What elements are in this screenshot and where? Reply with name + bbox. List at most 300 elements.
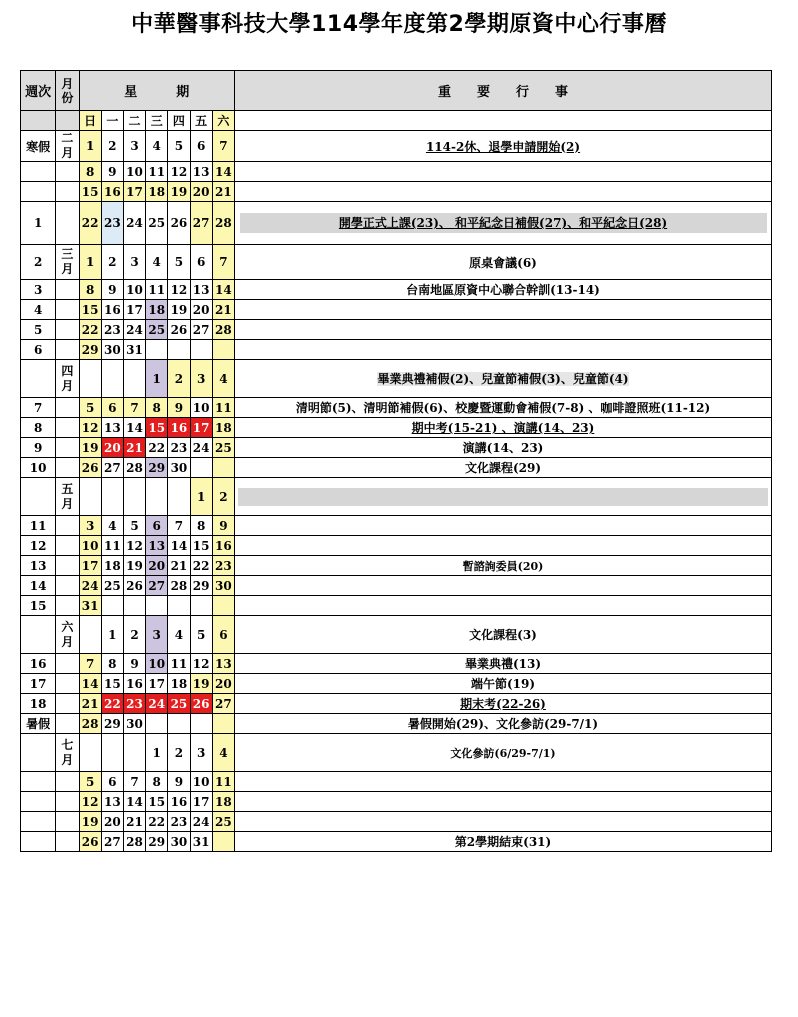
day-cell: 14	[212, 280, 234, 300]
day-cell: 5	[168, 245, 190, 280]
day-cell	[190, 340, 212, 360]
day-cell	[123, 478, 145, 516]
month-label	[56, 616, 79, 654]
day-cell	[168, 478, 190, 516]
month-char: 月	[61, 378, 74, 393]
event-highlight	[238, 488, 768, 506]
day-cell: 17	[190, 418, 212, 438]
day-cell: 12	[79, 792, 101, 812]
month-char: 七	[61, 737, 74, 752]
month-label	[56, 516, 79, 536]
week-row	[21, 812, 772, 832]
day-cell: 23	[168, 438, 190, 458]
day-cell: 7	[123, 772, 145, 792]
day-cell	[79, 360, 101, 398]
day-cell: 10	[190, 398, 212, 418]
day-cell: 21	[79, 694, 101, 714]
day-cell: 23	[101, 202, 123, 245]
month-label	[56, 556, 79, 576]
day-cell: 27	[190, 320, 212, 340]
day-cell: 3	[190, 360, 212, 398]
week-number: 13	[21, 556, 56, 576]
day-cell	[79, 616, 101, 654]
header-weekday: 星 期	[79, 71, 234, 111]
day-cell	[212, 832, 234, 852]
week-row	[21, 438, 772, 458]
week-number: 17	[21, 674, 56, 694]
day-cell: 19	[79, 812, 101, 832]
day-cell: 11	[101, 536, 123, 556]
day-cell: 5	[168, 131, 190, 162]
day-cell: 5	[190, 616, 212, 654]
day-cell: 16	[168, 792, 190, 812]
day-cell: 2	[212, 478, 234, 516]
day-cell: 28	[79, 714, 101, 734]
day-cell: 27	[101, 458, 123, 478]
event-cell	[235, 300, 772, 320]
week-number	[21, 162, 56, 182]
week-row	[21, 418, 772, 438]
day-cell: 18	[146, 182, 168, 202]
month-char: 二	[61, 131, 74, 145]
event-text: 文化課程(3)	[469, 628, 537, 642]
week-row	[21, 714, 772, 734]
day-cell: 14	[123, 418, 145, 438]
day-cell: 5	[79, 772, 101, 792]
day-cell	[146, 340, 168, 360]
day-cell: 13	[190, 162, 212, 182]
day-cell: 8	[146, 398, 168, 418]
day-cell: 6	[146, 516, 168, 536]
week-row	[21, 182, 772, 202]
day-cell	[101, 596, 123, 616]
month-char: 四	[61, 363, 74, 378]
week-number: 8	[21, 418, 56, 438]
day-cell: 5	[79, 398, 101, 418]
day-cell: 11	[146, 162, 168, 182]
day-cell	[79, 478, 101, 516]
week-row	[21, 576, 772, 596]
day-cell: 30	[168, 458, 190, 478]
day-cell: 26	[79, 458, 101, 478]
day-cell: 16	[212, 536, 234, 556]
month-label	[56, 162, 79, 182]
day-cell: 10	[79, 536, 101, 556]
week-number: 11	[21, 516, 56, 536]
day-cell: 14	[79, 674, 101, 694]
week-row	[21, 556, 772, 576]
month-label	[56, 245, 79, 280]
day-cell: 15	[190, 536, 212, 556]
week-number	[21, 478, 56, 516]
day-cell: 30	[168, 832, 190, 852]
day-cell: 9	[168, 772, 190, 792]
day-cell: 22	[146, 812, 168, 832]
week-number: 7	[21, 398, 56, 418]
event-cell	[235, 772, 772, 792]
weekday-row-events	[235, 111, 772, 131]
day-cell: 25	[146, 202, 168, 245]
day-cell: 25	[212, 812, 234, 832]
day-cell: 15	[79, 300, 101, 320]
day-cell: 23	[123, 694, 145, 714]
day-cell: 27	[146, 576, 168, 596]
week-row	[21, 320, 772, 340]
day-cell: 20	[190, 182, 212, 202]
weekday-5: 五	[190, 111, 212, 131]
day-cell: 3	[123, 131, 145, 162]
day-cell: 16	[168, 418, 190, 438]
weekday-row	[21, 111, 772, 131]
month-label	[56, 478, 79, 516]
day-cell: 18	[212, 792, 234, 812]
day-cell: 3	[79, 516, 101, 536]
day-cell: 10	[123, 162, 145, 182]
day-cell: 6	[101, 398, 123, 418]
day-cell: 9	[101, 162, 123, 182]
weekday-0: 日	[79, 111, 101, 131]
event-cell	[235, 458, 772, 478]
month-char: 月	[61, 752, 74, 767]
day-cell: 3	[146, 616, 168, 654]
day-cell: 7	[168, 516, 190, 536]
day-cell: 15	[101, 674, 123, 694]
week-row	[21, 340, 772, 360]
month-label	[56, 131, 79, 162]
day-cell: 23	[168, 812, 190, 832]
week-row	[21, 596, 772, 616]
week-number	[21, 616, 56, 654]
day-cell: 30	[123, 714, 145, 734]
week-row	[21, 516, 772, 536]
day-cell: 21	[123, 812, 145, 832]
day-cell: 20	[212, 674, 234, 694]
event-text: 畢業典禮補假(2)、兒童節補假(3)、兒童節(4)	[377, 372, 629, 386]
month-char: 月	[61, 146, 74, 160]
day-cell: 4	[146, 131, 168, 162]
event-text: 114-2休、退學申請開始(2)	[425, 139, 581, 154]
event-text: 期末考(22-26)	[460, 697, 546, 711]
day-cell: 26	[168, 320, 190, 340]
event-text: 演講(14、23)	[462, 441, 544, 455]
day-cell: 7	[79, 654, 101, 674]
day-cell: 6	[190, 131, 212, 162]
day-cell: 22	[190, 556, 212, 576]
day-cell	[168, 714, 190, 734]
week-number: 寒假	[21, 131, 56, 162]
event-cell	[235, 536, 772, 556]
day-cell: 25	[101, 576, 123, 596]
day-cell: 24	[79, 576, 101, 596]
event-text: 開學正式上課(23)、 和平紀念日補假(27)、和平紀念日(28)	[240, 213, 767, 233]
day-cell	[101, 478, 123, 516]
day-cell	[123, 360, 145, 398]
day-cell: 26	[79, 832, 101, 852]
day-cell: 20	[146, 556, 168, 576]
month-label	[56, 320, 79, 340]
week-row	[21, 458, 772, 478]
event-cell	[235, 576, 772, 596]
month-label	[56, 280, 79, 300]
week-row	[21, 478, 772, 516]
day-cell: 13	[212, 654, 234, 674]
week-row	[21, 300, 772, 320]
event-cell	[235, 398, 772, 418]
day-cell	[123, 596, 145, 616]
day-cell: 30	[212, 576, 234, 596]
day-cell: 31	[79, 596, 101, 616]
event-cell	[235, 438, 772, 458]
day-cell: 12	[168, 162, 190, 182]
day-cell	[190, 596, 212, 616]
weekday-row-month	[56, 111, 79, 131]
day-cell	[212, 596, 234, 616]
day-cell	[212, 340, 234, 360]
day-cell: 29	[146, 832, 168, 852]
day-cell: 7	[212, 131, 234, 162]
day-cell: 9	[168, 398, 190, 418]
day-cell: 23	[212, 556, 234, 576]
week-number: 9	[21, 438, 56, 458]
week-row	[21, 162, 772, 182]
week-number	[21, 812, 56, 832]
month-label	[56, 360, 79, 398]
day-cell	[212, 458, 234, 478]
day-cell	[212, 714, 234, 734]
month-label	[56, 458, 79, 478]
week-number: 2	[21, 245, 56, 280]
day-cell: 8	[101, 654, 123, 674]
day-cell: 22	[101, 694, 123, 714]
month-label	[56, 694, 79, 714]
day-cell: 22	[79, 202, 101, 245]
day-cell: 19	[168, 182, 190, 202]
month-label	[56, 398, 79, 418]
weekday-1: 一	[101, 111, 123, 131]
week-number: 12	[21, 536, 56, 556]
day-cell: 13	[190, 280, 212, 300]
event-cell	[235, 202, 772, 245]
day-cell: 1	[79, 245, 101, 280]
day-cell	[168, 596, 190, 616]
week-number	[21, 182, 56, 202]
event-text: 暑假開始(29)、文化參訪(29-7/1)	[407, 717, 599, 731]
day-cell: 30	[101, 340, 123, 360]
week-number: 4	[21, 300, 56, 320]
month-label	[56, 654, 79, 674]
day-cell: 20	[101, 438, 123, 458]
day-cell: 4	[212, 734, 234, 772]
day-cell: 3	[190, 734, 212, 772]
day-cell: 20	[190, 300, 212, 320]
event-cell	[235, 516, 772, 536]
day-cell: 3	[123, 245, 145, 280]
day-cell: 4	[146, 245, 168, 280]
week-row	[21, 202, 772, 245]
month-char: 六	[61, 619, 74, 634]
week-row	[21, 674, 772, 694]
week-row	[21, 131, 772, 162]
day-cell	[168, 340, 190, 360]
day-cell: 15	[79, 182, 101, 202]
day-cell: 10	[190, 772, 212, 792]
day-cell: 5	[123, 516, 145, 536]
event-cell	[235, 162, 772, 182]
weekday-row-week	[21, 111, 56, 131]
page-title: 中華醫事科技大學114學年度第2學期原資中心行事曆	[131, 12, 667, 37]
day-cell: 26	[190, 694, 212, 714]
month-label	[56, 202, 79, 245]
day-cell: 2	[101, 245, 123, 280]
day-cell: 26	[123, 576, 145, 596]
day-cell: 6	[190, 245, 212, 280]
week-number: 16	[21, 654, 56, 674]
day-cell: 20	[101, 812, 123, 832]
day-cell: 11	[146, 280, 168, 300]
event-text: 第2學期結束(31)	[454, 835, 552, 849]
day-cell: 24	[146, 694, 168, 714]
week-row	[21, 792, 772, 812]
event-text: 原桌會議(6)	[469, 255, 537, 270]
day-cell: 13	[146, 536, 168, 556]
day-cell: 27	[212, 694, 234, 714]
event-cell	[235, 596, 772, 616]
day-cell	[79, 734, 101, 772]
day-cell: 2	[168, 360, 190, 398]
day-cell: 2	[123, 616, 145, 654]
event-cell	[235, 654, 772, 674]
event-cell	[235, 320, 772, 340]
day-cell: 18	[212, 418, 234, 438]
day-cell: 28	[212, 320, 234, 340]
day-cell: 21	[168, 556, 190, 576]
event-text: 清明節(5)、清明節補假(6)、校慶暨運動會補假(7-8) 、咖啡證照班(11-12)	[295, 401, 711, 415]
event-text: 文化課程(29)	[464, 461, 542, 475]
day-cell: 29	[101, 714, 123, 734]
month-label	[56, 674, 79, 694]
day-cell: 4	[101, 516, 123, 536]
day-cell: 19	[123, 556, 145, 576]
day-cell: 15	[146, 792, 168, 812]
day-cell	[146, 714, 168, 734]
day-cell: 1	[146, 734, 168, 772]
month-label	[56, 438, 79, 458]
day-cell: 22	[146, 438, 168, 458]
weekday-6: 六	[212, 111, 234, 131]
day-cell: 16	[101, 300, 123, 320]
day-cell: 21	[123, 438, 145, 458]
event-text: 期中考(15-21) 、演講(14、23)	[411, 421, 595, 435]
day-cell: 7	[212, 245, 234, 280]
week-number: 10	[21, 458, 56, 478]
day-cell: 23	[101, 320, 123, 340]
day-cell: 29	[146, 458, 168, 478]
day-cell: 31	[123, 340, 145, 360]
day-cell: 7	[123, 398, 145, 418]
day-cell: 9	[123, 654, 145, 674]
day-cell: 12	[168, 280, 190, 300]
week-row	[21, 832, 772, 852]
weekday-2: 二	[123, 111, 145, 131]
day-cell: 24	[190, 438, 212, 458]
day-cell: 12	[79, 418, 101, 438]
day-cell: 6	[212, 616, 234, 654]
day-cell: 11	[212, 772, 234, 792]
header-week: 週次	[21, 71, 56, 111]
event-cell	[235, 556, 772, 576]
week-number: 18	[21, 694, 56, 714]
day-cell: 9	[212, 516, 234, 536]
day-cell: 6	[101, 772, 123, 792]
week-number	[21, 772, 56, 792]
day-cell: 8	[79, 162, 101, 182]
event-cell	[235, 245, 772, 280]
event-cell	[235, 360, 772, 398]
month-label	[56, 832, 79, 852]
month-label	[56, 734, 79, 772]
day-cell: 16	[101, 182, 123, 202]
month-char: 月	[61, 262, 74, 276]
day-cell: 24	[190, 812, 212, 832]
day-cell: 28	[123, 458, 145, 478]
event-cell	[235, 616, 772, 654]
week-number	[21, 360, 56, 398]
week-row	[21, 616, 772, 654]
day-cell: 14	[123, 792, 145, 812]
week-number	[21, 734, 56, 772]
day-cell: 1	[190, 478, 212, 516]
day-cell	[190, 714, 212, 734]
week-row	[21, 654, 772, 674]
day-cell: 21	[212, 182, 234, 202]
month-label	[56, 792, 79, 812]
day-cell: 18	[168, 674, 190, 694]
day-cell: 13	[101, 792, 123, 812]
day-cell: 19	[168, 300, 190, 320]
day-cell: 19	[190, 674, 212, 694]
month-label	[56, 182, 79, 202]
day-cell: 1	[101, 616, 123, 654]
day-cell: 18	[101, 556, 123, 576]
day-cell: 12	[190, 654, 212, 674]
week-number	[21, 832, 56, 852]
day-cell: 22	[79, 320, 101, 340]
day-cell: 17	[79, 556, 101, 576]
header-events: 重 要 行 事	[235, 71, 772, 111]
day-cell: 1	[79, 131, 101, 162]
month-label	[56, 576, 79, 596]
day-cell: 31	[190, 832, 212, 852]
event-cell	[235, 714, 772, 734]
week-row	[21, 245, 772, 280]
day-cell: 16	[123, 674, 145, 694]
event-cell	[235, 340, 772, 360]
week-row	[21, 398, 772, 418]
day-cell: 28	[123, 832, 145, 852]
day-cell: 25	[168, 694, 190, 714]
month-label	[56, 300, 79, 320]
week-number: 1	[21, 202, 56, 245]
week-number: 6	[21, 340, 56, 360]
day-cell: 29	[190, 576, 212, 596]
day-cell: 17	[123, 182, 145, 202]
event-cell	[235, 182, 772, 202]
weekday-3: 三	[146, 111, 168, 131]
event-text: 暫諮詢委員(20)	[462, 559, 544, 573]
month-label	[56, 596, 79, 616]
day-cell: 8	[190, 516, 212, 536]
day-cell	[146, 596, 168, 616]
